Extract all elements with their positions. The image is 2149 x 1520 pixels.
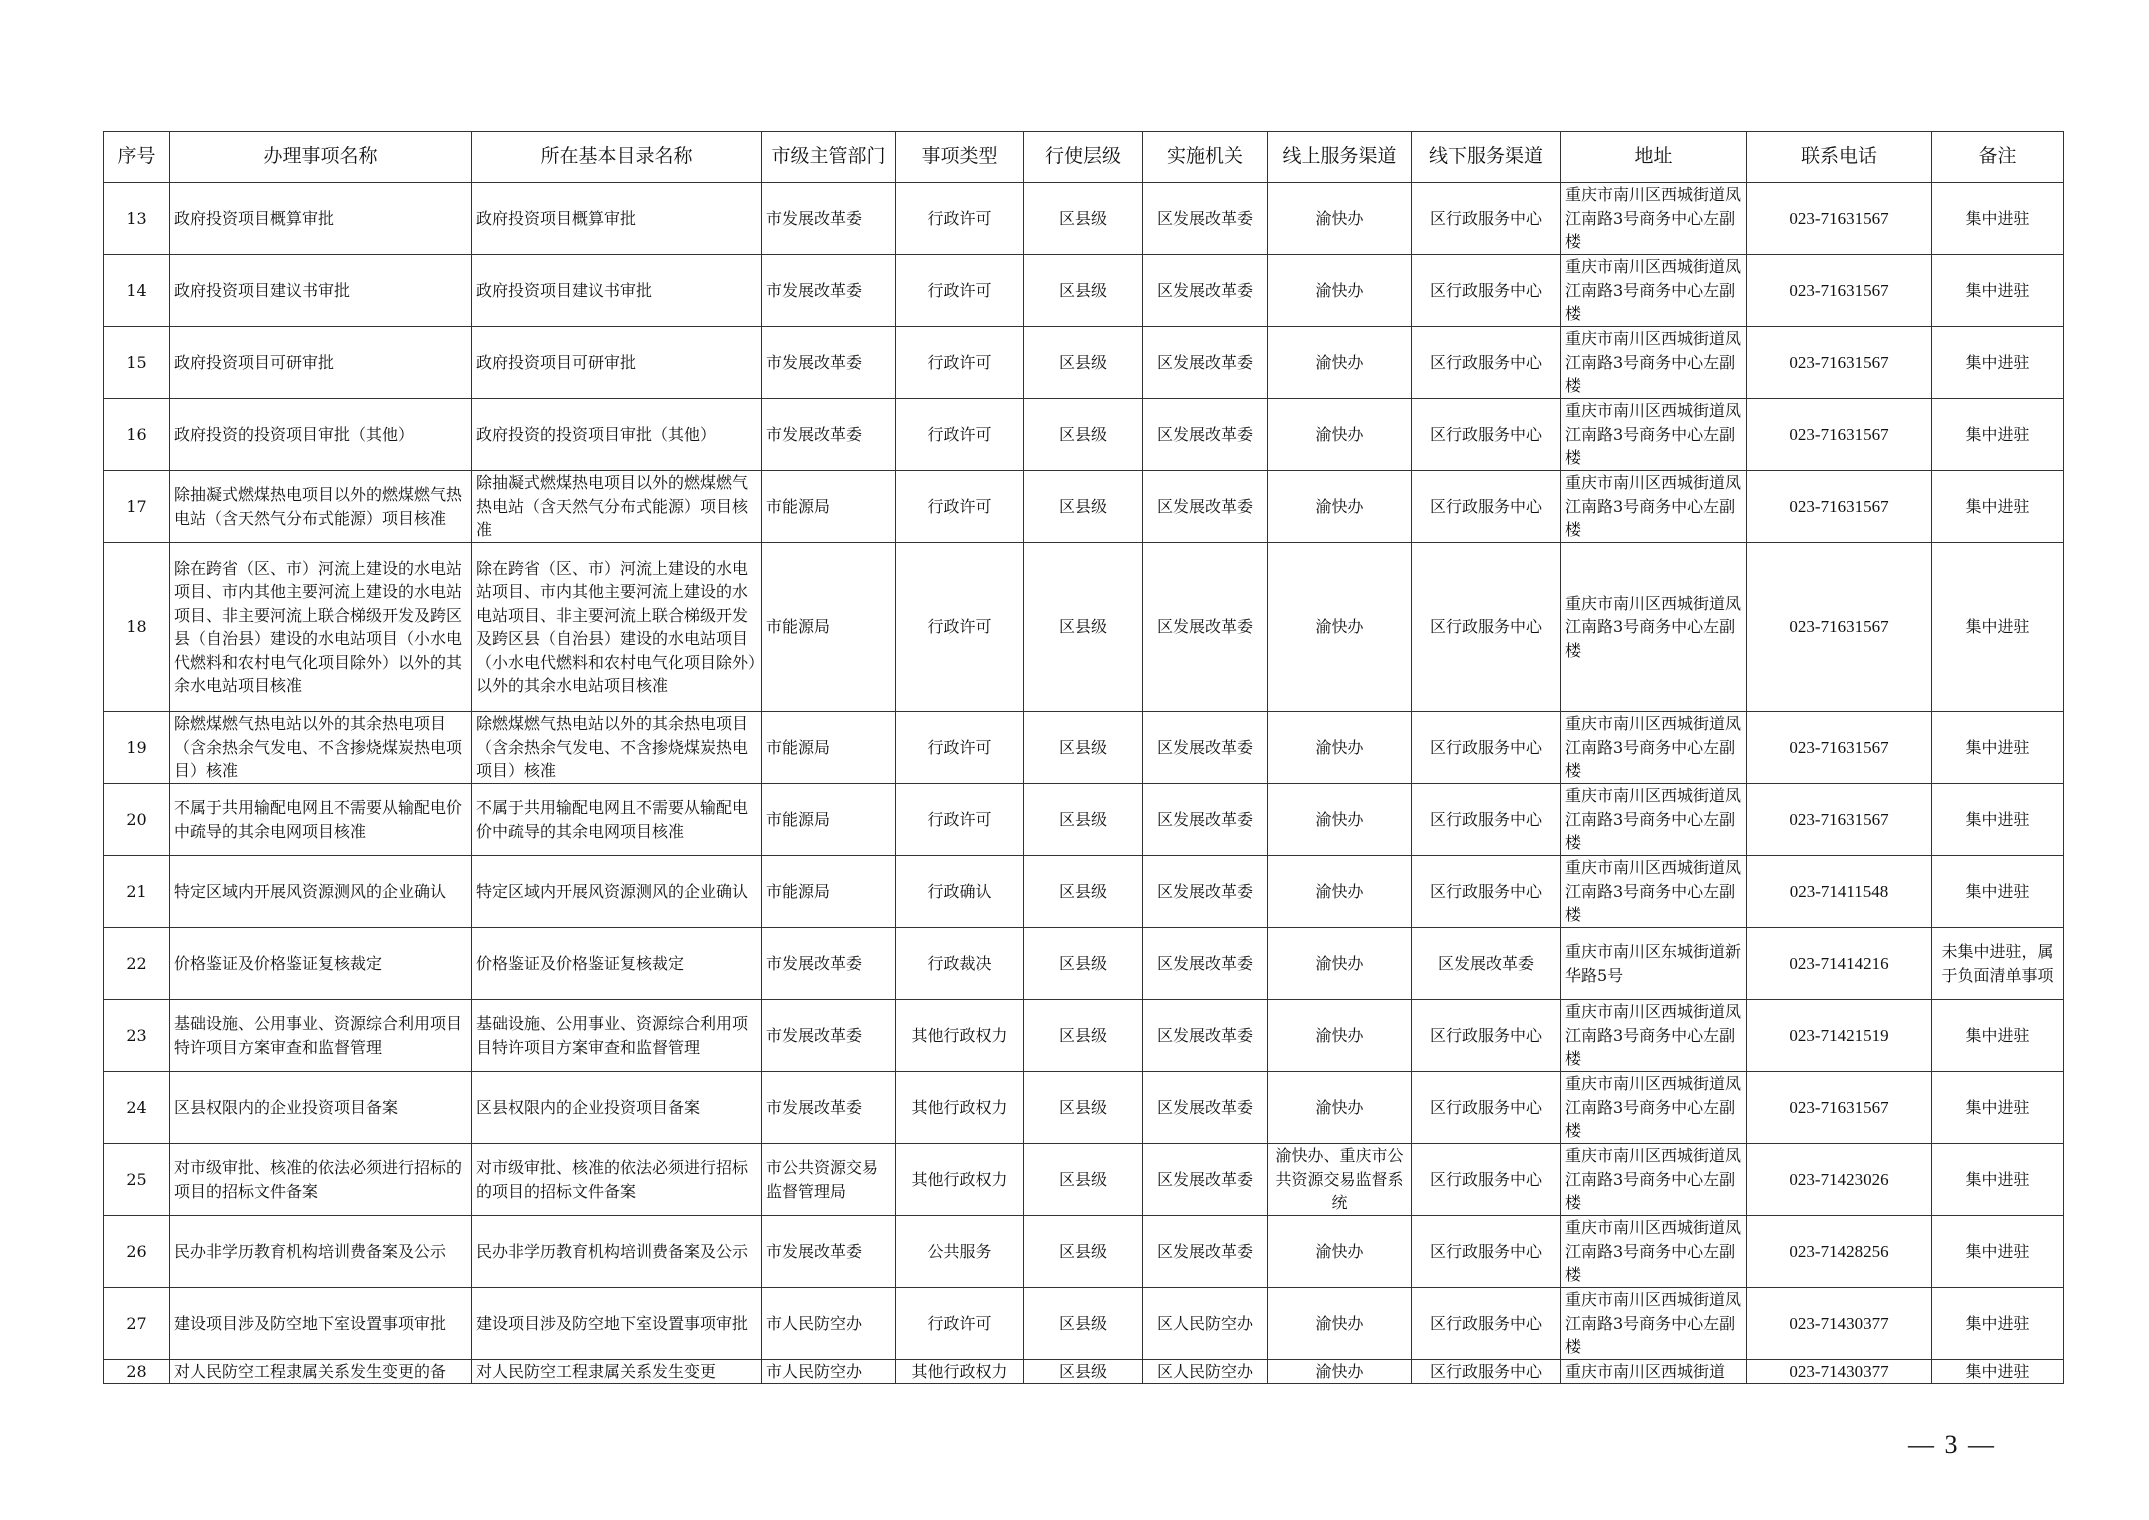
cell-address: 重庆市南川区西城街道凤江南路3号商务中心左副楼 (1561, 399, 1747, 471)
cell-index: 27 (104, 1288, 170, 1360)
header-phone: 联系电话 (1747, 132, 1932, 183)
table-row (104, 543, 2064, 712)
cell-index: 23 (104, 1000, 170, 1072)
cell-level: 区县级 (1024, 1360, 1143, 1384)
cell-agency: 区人民防空办 (1143, 1288, 1268, 1360)
cell-index: 24 (104, 1072, 170, 1144)
cell-offline-channel: 区行政服务中心 (1412, 543, 1561, 712)
cell-address: 重庆市南川区西城街道凤江南路3号商务中心左副楼 (1561, 1144, 1747, 1216)
cell-remark: 集中进驻 (1932, 1360, 2064, 1384)
cell-item-name: 除抽凝式燃煤热电项目以外的燃煤燃气热电站（含天然气分布式能源）项目核准 (170, 471, 472, 543)
cell-phone: 023-71411548 (1747, 856, 1932, 928)
cell-phone: 023-71631567 (1747, 255, 1932, 327)
cell-agency: 区发展改革委 (1143, 712, 1268, 784)
table-row (104, 712, 2064, 784)
cell-level: 区县级 (1024, 928, 1143, 1000)
cell-online-channel: 渝快办 (1268, 183, 1412, 255)
cell-remark: 未集中进驻，属于负面清单事项 (1932, 928, 2064, 1000)
cell-department: 市能源局 (762, 856, 896, 928)
cell-item-name: 除在跨省（区、市）河流上建设的水电站项目、市内其他主要河流上建设的水电站项目、非主要河流上联合梯级开发及跨区县（自治县）建设的水电站项目（小水电代燃料和农村电气化项目除外）以外的其余水电站项目核准 (170, 543, 472, 712)
cell-department: 市人民防空办 (762, 1288, 896, 1360)
cell-online-channel: 渝快办 (1268, 856, 1412, 928)
cell-level: 区县级 (1024, 1072, 1143, 1144)
cell-level: 区县级 (1024, 1288, 1143, 1360)
cell-index: 20 (104, 784, 170, 856)
cell-offline-channel: 区行政服务中心 (1412, 1000, 1561, 1072)
cell-index: 16 (104, 399, 170, 471)
cell-address: 重庆市南川区西城街道凤江南路3号商务中心左副楼 (1561, 183, 1747, 255)
cell-item-type: 行政许可 (896, 543, 1024, 712)
cell-phone: 023-71414216 (1747, 928, 1932, 1000)
cell-index: 18 (104, 543, 170, 712)
cell-phone: 023-71631567 (1747, 1072, 1932, 1144)
cell-address: 重庆市南川区西城街道凤江南路3号商务中心左副楼 (1561, 1216, 1747, 1288)
cell-index: 13 (104, 183, 170, 255)
cell-catalog-name: 民办非学历教育机构培训费备案及公示 (472, 1216, 762, 1288)
cell-offline-channel: 区行政服务中心 (1412, 712, 1561, 784)
cell-index: 22 (104, 928, 170, 1000)
header-catalog-name: 所在基本目录名称 (472, 132, 762, 183)
cell-item-name: 政府投资的投资项目审批（其他） (170, 399, 472, 471)
cell-offline-channel: 区行政服务中心 (1412, 1288, 1561, 1360)
cell-remark: 集中进驻 (1932, 1144, 2064, 1216)
cell-address: 重庆市南川区西城街道凤江南路3号商务中心左副楼 (1561, 543, 1747, 712)
cell-phone: 023-71423026 (1747, 1144, 1932, 1216)
cell-remark: 集中进驻 (1932, 399, 2064, 471)
cell-online-channel: 渝快办 (1268, 255, 1412, 327)
cell-item-name: 价格鉴证及价格鉴证复核裁定 (170, 928, 472, 1000)
header-remark: 备注 (1932, 132, 2064, 183)
table-row (104, 471, 2064, 543)
cell-item-type: 行政许可 (896, 712, 1024, 784)
cell-phone: 023-71430377 (1747, 1360, 1932, 1384)
cell-catalog-name: 价格鉴证及价格鉴证复核裁定 (472, 928, 762, 1000)
table-row (104, 183, 2064, 255)
cell-catalog-name: 除在跨省（区、市）河流上建设的水电站项目、市内其他主要河流上建设的水电站项目、非主要河流上联合梯级开发及跨区县（自治县）建设的水电站项目（小水电代燃料和农村电气化项目除外）以外的其余水电站项目核准 (472, 543, 762, 712)
cell-phone: 023-71428256 (1747, 1216, 1932, 1288)
cell-index: 21 (104, 856, 170, 928)
cell-address: 重庆市南川区西城街道凤江南路3号商务中心左副楼 (1561, 471, 1747, 543)
cell-agency: 区发展改革委 (1143, 543, 1268, 712)
cell-department: 市发展改革委 (762, 1216, 896, 1288)
cell-level: 区县级 (1024, 784, 1143, 856)
cell-offline-channel: 区行政服务中心 (1412, 1144, 1561, 1216)
cell-level: 区县级 (1024, 712, 1143, 784)
cell-department: 市发展改革委 (762, 327, 896, 399)
cell-agency: 区发展改革委 (1143, 784, 1268, 856)
cell-department: 市发展改革委 (762, 183, 896, 255)
cell-item-type: 行政裁决 (896, 928, 1024, 1000)
cell-online-channel: 渝快办 (1268, 1360, 1412, 1384)
cell-phone: 023-71631567 (1747, 712, 1932, 784)
cell-department: 市发展改革委 (762, 1072, 896, 1144)
cell-department: 市能源局 (762, 543, 896, 712)
cell-index: 14 (104, 255, 170, 327)
cell-address: 重庆市南川区西城街道凤江南路3号商务中心左副楼 (1561, 1000, 1747, 1072)
cell-agency: 区发展改革委 (1143, 1072, 1268, 1144)
cell-catalog-name: 对市级审批、核准的依法必须进行招标的项目的招标文件备案 (472, 1144, 762, 1216)
cell-item-type: 行政许可 (896, 327, 1024, 399)
cell-remark: 集中进驻 (1932, 543, 2064, 712)
cell-index: 17 (104, 471, 170, 543)
cell-item-name: 政府投资项目建议书审批 (170, 255, 472, 327)
cell-item-type: 其他行政权力 (896, 1072, 1024, 1144)
cell-level: 区县级 (1024, 471, 1143, 543)
table-row (104, 1072, 2064, 1144)
cell-catalog-name: 政府投资项目建议书审批 (472, 255, 762, 327)
cell-item-type: 行政许可 (896, 183, 1024, 255)
table-row (104, 255, 2064, 327)
cell-item-type: 行政确认 (896, 856, 1024, 928)
table-row (104, 1144, 2064, 1216)
cell-remark: 集中进驻 (1932, 1000, 2064, 1072)
cell-online-channel: 渝快办 (1268, 928, 1412, 1000)
cell-item-name: 对人民防空工程隶属关系发生变更的备 (170, 1360, 472, 1384)
cell-address: 重庆市南川区西城街道凤江南路3号商务中心左副楼 (1561, 784, 1747, 856)
header-level: 行使层级 (1024, 132, 1143, 183)
cell-online-channel: 渝快办、重庆市公共资源交易监督系统 (1268, 1144, 1412, 1216)
table-row (104, 1288, 2064, 1360)
cell-agency: 区发展改革委 (1143, 327, 1268, 399)
cell-department: 市能源局 (762, 712, 896, 784)
cell-index: 28 (104, 1360, 170, 1384)
cell-agency: 区发展改革委 (1143, 399, 1268, 471)
page-number: — 3 — (1908, 1430, 1996, 1459)
cell-department: 市发展改革委 (762, 399, 896, 471)
cell-online-channel: 渝快办 (1268, 471, 1412, 543)
cell-phone: 023-71631567 (1747, 399, 1932, 471)
cell-remark: 集中进驻 (1932, 1072, 2064, 1144)
cell-item-name: 区县权限内的企业投资项目备案 (170, 1072, 472, 1144)
cell-catalog-name: 除燃煤燃气热电站以外的其余热电项目（含余热余气发电、不含掺烧煤炭热电项目）核准 (472, 712, 762, 784)
table-row (104, 327, 2064, 399)
cell-level: 区县级 (1024, 183, 1143, 255)
cell-catalog-name: 特定区域内开展风资源测风的企业确认 (472, 856, 762, 928)
cell-remark: 集中进驻 (1932, 255, 2064, 327)
cell-online-channel: 渝快办 (1268, 712, 1412, 784)
cell-remark: 集中进驻 (1932, 1216, 2064, 1288)
cell-item-name: 对市级审批、核准的依法必须进行招标的项目的招标文件备案 (170, 1144, 472, 1216)
cell-catalog-name: 基础设施、公用事业、资源综合利用项目特许项目方案审查和监督管理 (472, 1000, 762, 1072)
cell-item-name: 政府投资项目可研审批 (170, 327, 472, 399)
cell-offline-channel: 区行政服务中心 (1412, 1072, 1561, 1144)
table-row (104, 1216, 2064, 1288)
cell-item-name: 不属于共用输配电网且不需要从输配电价中疏导的其余电网项目核准 (170, 784, 472, 856)
cell-catalog-name: 政府投资的投资项目审批（其他） (472, 399, 762, 471)
cell-remark: 集中进驻 (1932, 471, 2064, 543)
cell-agency: 区发展改革委 (1143, 928, 1268, 1000)
cell-phone: 023-71631567 (1747, 327, 1932, 399)
header-address: 地址 (1561, 132, 1747, 183)
cell-agency: 区发展改革委 (1143, 1216, 1268, 1288)
header-agency: 实施机关 (1143, 132, 1268, 183)
cell-item-type: 其他行政权力 (896, 1144, 1024, 1216)
table-row (104, 399, 2064, 471)
header-department: 市级主管部门 (762, 132, 896, 183)
cell-phone: 023-71631567 (1747, 784, 1932, 856)
cell-item-type: 公共服务 (896, 1216, 1024, 1288)
cell-address: 重庆市南川区西城街道凤江南路3号商务中心左副楼 (1561, 712, 1747, 784)
cell-item-type: 行政许可 (896, 471, 1024, 543)
cell-catalog-name: 建设项目涉及防空地下室设置事项审批 (472, 1288, 762, 1360)
cell-level: 区县级 (1024, 255, 1143, 327)
cell-level: 区县级 (1024, 1216, 1143, 1288)
cell-department: 市能源局 (762, 784, 896, 856)
cell-remark: 集中进驻 (1932, 856, 2064, 928)
cell-level: 区县级 (1024, 856, 1143, 928)
cell-item-type: 行政许可 (896, 255, 1024, 327)
cell-level: 区县级 (1024, 543, 1143, 712)
cell-item-name: 特定区域内开展风资源测风的企业确认 (170, 856, 472, 928)
cell-department: 市人民防空办 (762, 1360, 896, 1384)
cell-online-channel: 渝快办 (1268, 543, 1412, 712)
cell-catalog-name: 政府投资项目可研审批 (472, 327, 762, 399)
cell-online-channel: 渝快办 (1268, 327, 1412, 399)
cell-index: 25 (104, 1144, 170, 1216)
service-items-table (103, 131, 2064, 1384)
cell-online-channel: 渝快办 (1268, 784, 1412, 856)
table-row (104, 928, 2064, 1000)
table-header-row (104, 132, 2064, 183)
cell-offline-channel: 区行政服务中心 (1412, 1216, 1561, 1288)
cell-item-type: 其他行政权力 (896, 1000, 1024, 1072)
table-row (104, 784, 2064, 856)
table-row (104, 1360, 2064, 1384)
cell-address: 重庆市南川区西城街道 (1561, 1360, 1747, 1384)
header-item-type: 事项类型 (896, 132, 1024, 183)
cell-offline-channel: 区行政服务中心 (1412, 784, 1561, 856)
cell-offline-channel: 区行政服务中心 (1412, 255, 1561, 327)
header-offline-channel: 线下服务渠道 (1412, 132, 1561, 183)
cell-phone: 023-71430377 (1747, 1288, 1932, 1360)
cell-offline-channel: 区行政服务中心 (1412, 1360, 1561, 1384)
header-index: 序号 (104, 132, 170, 183)
cell-catalog-name: 对人民防空工程隶属关系发生变更 (472, 1360, 762, 1384)
cell-phone: 023-71631567 (1747, 183, 1932, 255)
cell-department: 市能源局 (762, 471, 896, 543)
cell-item-name: 基础设施、公用事业、资源综合利用项目特许项目方案审查和监督管理 (170, 1000, 472, 1072)
cell-offline-channel: 区行政服务中心 (1412, 856, 1561, 928)
cell-level: 区县级 (1024, 1144, 1143, 1216)
cell-item-type: 行政许可 (896, 784, 1024, 856)
cell-address: 重庆市南川区西城街道凤江南路3号商务中心左副楼 (1561, 1288, 1747, 1360)
cell-index: 15 (104, 327, 170, 399)
cell-remark: 集中进驻 (1932, 183, 2064, 255)
cell-item-name: 民办非学历教育机构培训费备案及公示 (170, 1216, 472, 1288)
cell-offline-channel: 区行政服务中心 (1412, 399, 1561, 471)
cell-catalog-name: 政府投资项目概算审批 (472, 183, 762, 255)
cell-address: 重庆市南川区西城街道凤江南路3号商务中心左副楼 (1561, 1072, 1747, 1144)
cell-item-name: 政府投资项目概算审批 (170, 183, 472, 255)
cell-agency: 区发展改革委 (1143, 856, 1268, 928)
table-row (104, 1000, 2064, 1072)
cell-online-channel: 渝快办 (1268, 1000, 1412, 1072)
cell-agency: 区发展改革委 (1143, 1144, 1268, 1216)
cell-item-name: 除燃煤燃气热电站以外的其余热电项目（含余热余气发电、不含掺烧煤炭热电项目）核准 (170, 712, 472, 784)
cell-item-type: 其他行政权力 (896, 1360, 1024, 1384)
cell-offline-channel: 区行政服务中心 (1412, 183, 1561, 255)
cell-address: 重庆市南川区西城街道凤江南路3号商务中心左副楼 (1561, 856, 1747, 928)
cell-agency: 区发展改革委 (1143, 255, 1268, 327)
cell-remark: 集中进驻 (1932, 327, 2064, 399)
cell-address: 重庆市南川区东城街道新华路5号 (1561, 928, 1747, 1000)
cell-item-name: 建设项目涉及防空地下室设置事项审批 (170, 1288, 472, 1360)
cell-department: 市发展改革委 (762, 1000, 896, 1072)
table-row (104, 856, 2064, 928)
cell-phone: 023-71631567 (1747, 543, 1932, 712)
cell-online-channel: 渝快办 (1268, 399, 1412, 471)
header-item-name: 办理事项名称 (170, 132, 472, 183)
cell-department: 市发展改革委 (762, 255, 896, 327)
cell-level: 区县级 (1024, 399, 1143, 471)
cell-index: 26 (104, 1216, 170, 1288)
cell-agency: 区人民防空办 (1143, 1360, 1268, 1384)
cell-phone: 023-71631567 (1747, 471, 1932, 543)
cell-agency: 区发展改革委 (1143, 1000, 1268, 1072)
cell-remark: 集中进驻 (1932, 784, 2064, 856)
header-online-channel: 线上服务渠道 (1268, 132, 1412, 183)
cell-index: 19 (104, 712, 170, 784)
cell-address: 重庆市南川区西城街道凤江南路3号商务中心左副楼 (1561, 327, 1747, 399)
cell-catalog-name: 除抽凝式燃煤热电项目以外的燃煤燃气热电站（含天然气分布式能源）项目核准 (472, 471, 762, 543)
cell-agency: 区发展改革委 (1143, 183, 1268, 255)
cell-offline-channel: 区行政服务中心 (1412, 471, 1561, 543)
cell-level: 区县级 (1024, 327, 1143, 399)
cell-remark: 集中进驻 (1932, 712, 2064, 784)
cell-online-channel: 渝快办 (1268, 1288, 1412, 1360)
cell-remark: 集中进驻 (1932, 1288, 2064, 1360)
cell-item-type: 行政许可 (896, 1288, 1024, 1360)
cell-offline-channel: 区行政服务中心 (1412, 327, 1561, 399)
cell-department: 市发展改革委 (762, 928, 896, 1000)
cell-online-channel: 渝快办 (1268, 1072, 1412, 1144)
cell-level: 区县级 (1024, 1000, 1143, 1072)
cell-online-channel: 渝快办 (1268, 1216, 1412, 1288)
cell-item-type: 行政许可 (896, 399, 1024, 471)
cell-catalog-name: 不属于共用输配电网且不需要从输配电价中疏导的其余电网项目核准 (472, 784, 762, 856)
cell-catalog-name: 区县权限内的企业投资项目备案 (472, 1072, 762, 1144)
cell-agency: 区发展改革委 (1143, 471, 1268, 543)
cell-address: 重庆市南川区西城街道凤江南路3号商务中心左副楼 (1561, 255, 1747, 327)
cell-phone: 023-71421519 (1747, 1000, 1932, 1072)
cell-department: 市公共资源交易监督管理局 (762, 1144, 896, 1216)
cell-offline-channel: 区发展改革委 (1412, 928, 1561, 1000)
